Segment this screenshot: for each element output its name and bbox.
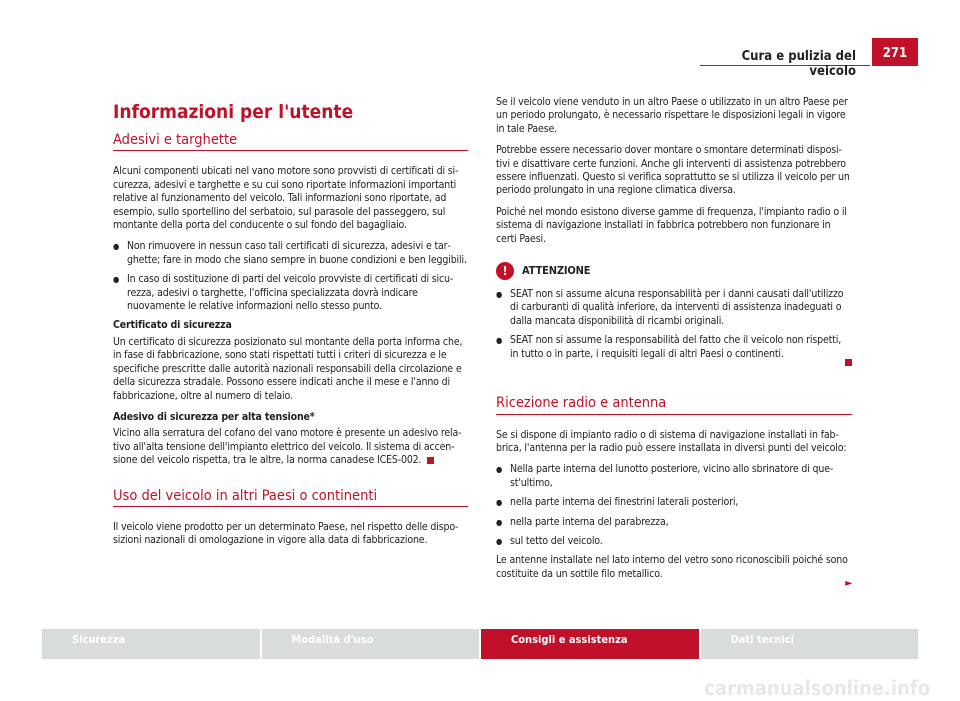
paragraph <box>113 427 468 467</box>
running-header: Cura e pulizia del veicolo <box>700 44 870 66</box>
page-number: 271 <box>872 38 918 66</box>
paragraph: Poiché nel mondo esistono diverse gamme di frequenza, l'impianto radio o il sistema di navigazione installati in fabbrica potrebbero non funzionare in certi Paesi. <box>496 205 847 245</box>
footer-tab-sicurezza[interactable]: Sicurezza <box>42 629 260 659</box>
bullet-item: ● Nella parte interna del lunotto posteriore, vicino allo sbrinatore di quest'ultimo, <box>496 463 852 490</box>
paragraph: Il veicolo viene prodotto per un determinato Paese, nel rispetto delle disposizioni nazionali di omologazione in vigore alla data di fabbricazione. <box>113 520 459 547</box>
left-column <box>113 96 468 556</box>
footer-tab-modalita-uso[interactable]: Modalità d'uso <box>262 629 480 659</box>
footer-tab-dati-tecnici[interactable]: Dati tecnici <box>701 629 919 659</box>
paragraph: Un certificato di sicurezza posizionato sul montante della porta informa che, in fase di fabbricazione, sono stati rispettati tutti i criteri di sicurezza e le specifiche prescritte dalle autorità nazionali responsabili della circolazione e della sicurezza stradale. Possono essere indicati anche il mese e l'anno di fabbricazione, oltre al numero di telaio. <box>113 335 463 402</box>
watermark: carmanualsonline.info <box>704 676 930 700</box>
bullet-item: ● nella parte interna dei finestrini laterali posteriori, <box>496 496 852 509</box>
right-column <box>496 96 852 591</box>
paragraph: Se il veicolo viene venduto in un altro Paese o utilizzato in un altro Paese per un periodo prolungato, è necessario rispettare le disposizioni legali in vigore in tale Paese. <box>496 96 848 135</box>
warning-icon: ! <box>496 262 514 280</box>
bullet-item: ● nella parte interna del parabrezza, <box>496 516 852 529</box>
paragraph-text: Vicino alla serratura del cofano del vano motore è presente un adesivo relativo all'alta tensione dell'impianto elettrico del veicolo. Il sistema di accensione del veicolo rispetta, tra le altre, la norma canadese ICES-002. <box>113 427 462 467</box>
section-title-radio: Ricezione radio e antenna <box>496 397 852 414</box>
warning-header <box>496 262 852 280</box>
section-title-altri-paesi: Uso del veicolo in altri Paesi o continenti <box>113 490 468 507</box>
bullet-item: ● sul tetto del veicolo. <box>496 535 852 548</box>
footer-tab-consigli-assistenza[interactable]: Consigli e assistenza <box>481 629 699 659</box>
paragraph: Se si dispone di impianto radio o di sistema di navigazione installati in fabbrica, l'antenna per la radio può essere installata in diversi punti del veicolo: <box>496 428 847 454</box>
footer-nav <box>42 629 918 659</box>
section-end-marker <box>427 457 434 464</box>
section-title-adesivi: Adesivi e targhette <box>113 134 468 151</box>
warning-title: ATTENZIONE <box>522 264 591 278</box>
paragraph: Alcuni componenti ubicati nel vano motore sono provvisti di certificati di sicurezza, adesivi e targhette e su cui sono riportate informazioni importanti relative al funzionamento del veicolo. Tali informazioni sono riportate, ad esempio, sullo sportellino del serbatoio, sul parasole del passeggero, sul montante della porta del conducente o sul fondo del bagagliaio. <box>113 165 459 232</box>
paragraph: Potrebbe essere necessario dover montare o smontare determinati dispositivi e disattivare certe funzioni. Anche gli interventi di assistenza potrebbero essere influenzati. Questo si verifica soprattutto se si utilizza il veicolo per un periodo prolungato in una regione climatica diversa. <box>496 144 850 197</box>
subheading-alta-tensione: Adesivo di sicurezza per alta tensione* <box>113 410 315 423</box>
continue-arrow-icon: ► <box>845 578 852 590</box>
bullet-item: ● Non rimuovere in nessun caso tali certificati di sicurezza, adesivi e targhette; fare in modo che siano sempre in buone condizioni e ben leggibili. <box>113 240 468 267</box>
subheading-certificato: Certificato di sicurezza <box>113 319 232 332</box>
paragraph: Le antenne installate nel lato interno del vetro sono riconoscibili poiché sono costituite da un sottile filo metallico. <box>496 554 848 580</box>
bullet-item: ● In caso di sostituzione di parti del veicolo provviste di certificati di sicurezza, adesivi o targhette, l'officina specializzata dovrà indicare nuovamente le relative informazioni nello stesso punto. <box>113 273 468 313</box>
page-title: Informazioni per l'utente <box>113 101 354 123</box>
warning-bullet: ● SEAT non si assume alcuna responsabilità per i danni causati dall'utilizzo di carburanti di qualità inferiore, da interventi di assistenza inadeguati o dalla mancata disponibilità di ricambi originali. <box>496 288 852 328</box>
warning-bullet: ● SEAT non si assume la responsabilità del fatto che il veicolo non rispetti, in tutto o in parte, i requisiti legali di altri Paesi o continenti. <box>496 334 852 361</box>
